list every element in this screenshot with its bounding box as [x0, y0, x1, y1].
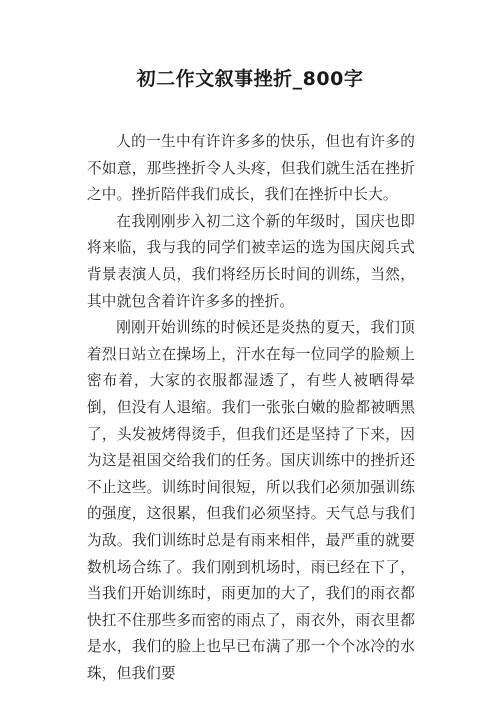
document-title: 初二作文叙事挫折_800字: [136, 68, 364, 90]
paragraph-3: 刚刚开始训练的时候还是炎热的夏天，我们顶着烈日站立在操场上，汗水在每一位同学的脸颊上密布着，大家的衣服都湿透了，有些人被晒得晕倒，但没有人退缩。我们一张张白嫩的脸都被晒黑了，头发被烤得烫手，但我们还是坚持了下来，因为这是祖国交给我们的任务。国庆训练中的挫折还不止这些。训练时间很短，所以我们必须加强训练的强度，这很累，但我们必须坚持。天气总与我们为敌。我们训练时总是有雨来相伴，最严重的就要数机场合练了。我们刚到机场时，雨已经在下了，当我们开始训练时，雨更加的大了，我们的雨衣都快扛不住那些多而密的雨点了，雨衣外，雨衣里都是水，我们的脸上也早已布满了那一个个冰冷的水珠，但我们要: [87, 319, 415, 682]
document-body: [87, 129, 415, 687]
paragraph-2: 在我刚刚步入初二这个新的年级时，国庆也即将来临，我与我的同学们被幸运的选为国庆阅兵式背景表演人员，我们将经历长时间的训练，当然，其中就包含着许许多多的挫折。: [87, 212, 415, 310]
paragraph-1: 人的一生中有许许多多的快乐，但也有许多的不如意，那些挫折令人头疼，但我们就生活在挫折之中。挫折陪伴我们成长，我们在挫折中长大。: [87, 133, 415, 204]
